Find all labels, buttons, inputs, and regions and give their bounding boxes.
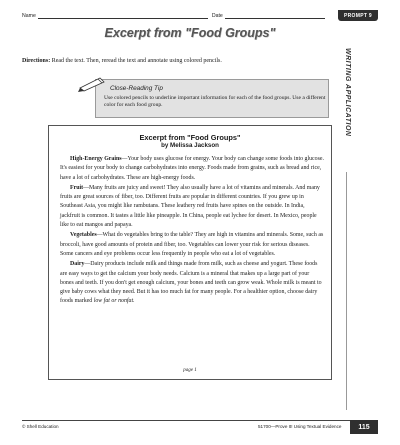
text-vegetables: —What do vegetables bring to the table? They are high in vitamins and minerals. Some, such as broccoli, have good amounts of protein and fiber, too. Vegetables can lower your risk for serious diseases. Some cancers and eye problems occur less frequently in people who eat a lot of vegetables. [60,232,324,257]
date-label: Date [211,13,223,19]
page-number: 115 [350,420,378,434]
term-grains: High-Energy Grains [70,156,122,162]
prompt-tab: PROMPT 9 [338,10,378,21]
term-fruit: Fruit [70,184,84,191]
directions-label: Directions: [22,58,51,64]
tip-body: Use colored pencils to underline important information for each of the food groups. Use a different color for each food group. [104,95,326,108]
term-vegetables: Vegetables [70,232,97,239]
date-blank[interactable] [225,12,325,19]
text-grains: —Your body uses glucose for energy. Your body can change some foods into glucose. It's easiest for your body to change carbohydrates into energy. Foods made from grains, such as bread and rice, have a lot of carbohydrates. These are high-energy foods. [60,156,324,181]
term-dairy: Dairy [70,261,85,268]
close-reading-tip [95,79,329,118]
paragraph-vegetables [60,231,324,259]
side-label-text: WRITING APPLICATION [344,48,351,137]
excerpt-box [48,125,332,380]
footer-divider [22,420,378,421]
text-dairy-tail: low fat or nonfat. [93,298,135,305]
footer-book-title: 51700—Prove It! Using Textual Evidence [258,424,342,429]
excerpt-page-label: page 1 [183,368,197,373]
excerpt-author: by Melissa Jackson [161,142,219,149]
excerpt-text [60,155,324,308]
directions [22,57,340,65]
paragraph-dairy [60,260,324,306]
text-fruit: —Many fruits are juicy and sweet! They also usually have a lot of vitamins and minerals. And many fruits are great sources of fiber, too. Different fruits are popular in different countries. If you grew up in Southeast Asia, you might like rambutans. These leathery red fruits have spines on the outside. In India, jackfruit is common. It tastes a little like pineapple. In China, people eat lychee for desert. In Mexico, people like to eat mangos and papaya. [60,184,320,229]
tip-title: Close-Reading Tip [110,85,163,92]
paragraph-fruit [60,184,324,230]
side-divider [346,172,347,410]
text-dairy: —Dairy products include milk and things made from milk, such as cheese and yogurt. These foods are easy ways to get the calcium your body needs. Calcium is a mineral that makes up a large part of your bones and teeth. If you don't get enough calcium, your bones and teeth can grow weak. Whole milk is meant to give baby cows what they need. But it has too much fat for many people. For a healthier option, choose dairy foods marked [60,261,322,305]
name-label: Name [22,13,36,19]
paragraph-grains [60,155,324,183]
directions-text: Read the text. Then, reread the text and annotate using colored pencils. [51,58,222,64]
pencil-icon [78,76,108,92]
excerpt-title: Excerpt from "Food Groups" [139,133,241,142]
name-blank[interactable] [38,12,208,19]
side-label [339,48,351,166]
page-title: Excerpt from "Food Groups" [104,26,276,40]
footer-copyright: © Shell Education [22,424,59,429]
header-line [22,7,334,19]
